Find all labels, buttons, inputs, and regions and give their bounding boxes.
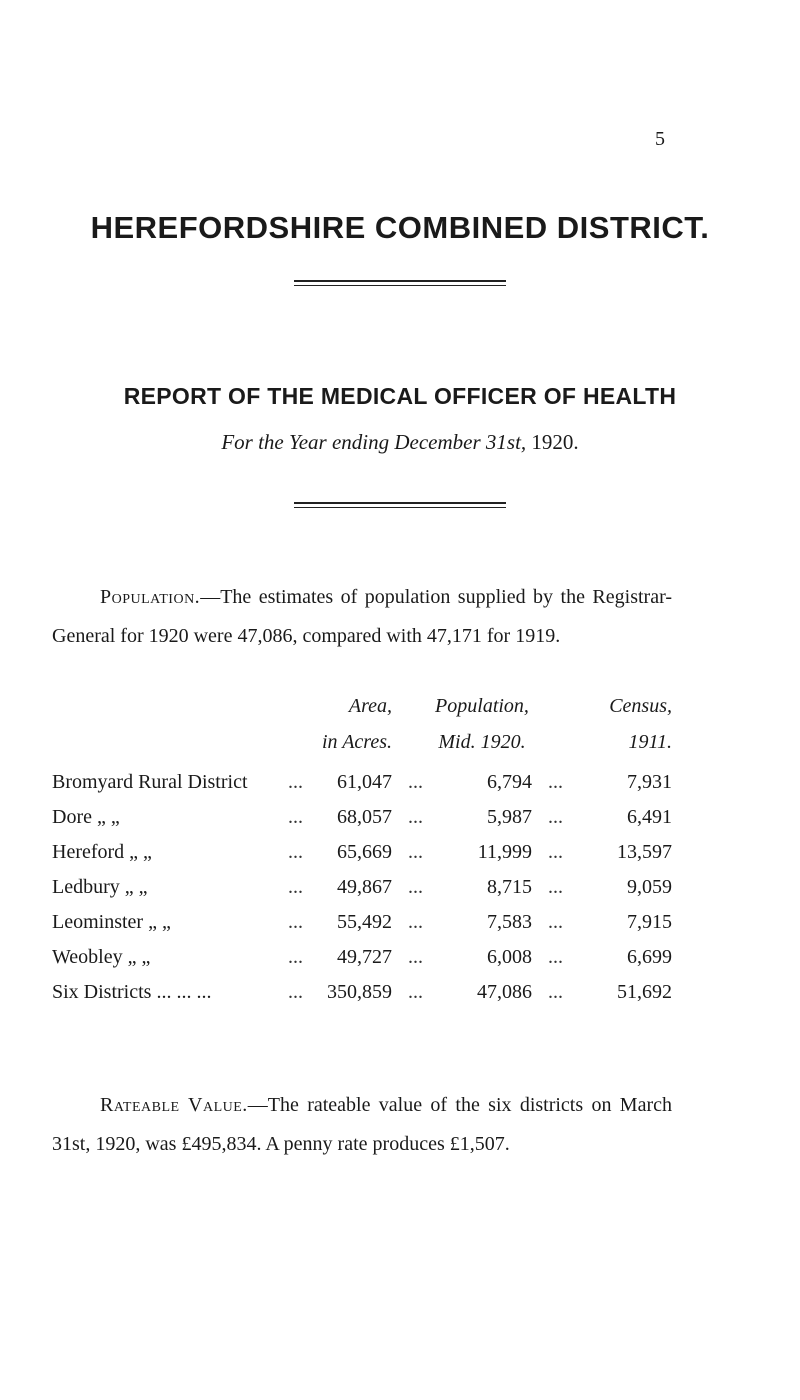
leader-dots: ... xyxy=(548,876,563,898)
page-number: 5 xyxy=(655,128,665,150)
leader-dots: ... xyxy=(548,981,563,1003)
area-value: 350,859 xyxy=(327,981,392,1003)
header-area: Area, xyxy=(348,695,392,717)
population-value: 8,715 xyxy=(487,876,532,898)
district-name: Ledbury „ „ xyxy=(52,876,148,898)
double-rule-bottom xyxy=(0,502,800,511)
leader-dots: ... xyxy=(408,911,423,933)
leader-dots: ... xyxy=(548,911,563,933)
population-value: 6,008 xyxy=(487,946,532,968)
table-row xyxy=(52,806,692,841)
leader-dots: ... xyxy=(408,841,423,863)
table-row xyxy=(52,841,692,876)
subheading-prefix: For the Year ending December xyxy=(221,430,481,454)
leader-dots: ... xyxy=(408,946,423,968)
district-name: Dore „ „ xyxy=(52,806,120,828)
census-value: 6,491 xyxy=(627,806,672,828)
rateable-lead: Rateable Value. xyxy=(100,1094,248,1116)
area-value: 65,669 xyxy=(337,841,392,863)
district-name: Six Districts ... ... ... xyxy=(52,981,212,1003)
district-name: Leominster „ „ xyxy=(52,911,171,933)
leader-dots: ... xyxy=(288,841,303,863)
table-row xyxy=(52,911,692,946)
population-value: 11,999 xyxy=(477,841,532,863)
census-value: 9,059 xyxy=(627,876,672,898)
leader-dots: ... xyxy=(288,981,303,1003)
census-value: 7,931 xyxy=(627,771,672,793)
header-census-year: 1911. xyxy=(628,731,672,753)
double-rule-top xyxy=(0,280,800,289)
leader-dots: ... xyxy=(408,806,423,828)
leader-dots: ... xyxy=(548,841,563,863)
table-row xyxy=(52,946,692,981)
population-value: 6,794 xyxy=(487,771,532,793)
area-value: 49,727 xyxy=(337,946,392,968)
population-lead: Population. xyxy=(100,586,201,608)
leader-dots: ... xyxy=(288,876,303,898)
census-value: 6,699 xyxy=(627,946,672,968)
table-row xyxy=(52,771,692,806)
table-header-row-1 xyxy=(52,695,692,731)
leader-dots: ... xyxy=(288,911,303,933)
report-heading: REPORT OF THE MEDICAL OFFICER OF HEALTH xyxy=(123,383,677,409)
rateable-text: —The rateable value of the six districts on March 31st, 1920, was £495,834. A penny rate produces £1,507. xyxy=(52,1094,672,1155)
area-value: 61,047 xyxy=(337,771,392,793)
header-population: Population, xyxy=(435,695,529,717)
leader-dots: ... xyxy=(288,771,303,793)
census-value: 51,692 xyxy=(617,981,672,1003)
district-name: Bromyard Rural District xyxy=(52,771,248,793)
table-row xyxy=(52,981,692,1016)
header-census: Census, xyxy=(609,695,672,717)
leader-dots: ... xyxy=(408,981,423,1003)
area-value: 49,867 xyxy=(337,876,392,898)
population-value: 7,583 xyxy=(487,911,532,933)
leader-dots: ... xyxy=(548,806,563,828)
leader-dots: ... xyxy=(288,946,303,968)
leader-dots: ... xyxy=(548,771,563,793)
leader-dots: ... xyxy=(288,806,303,828)
table-body xyxy=(52,771,692,1016)
census-value: 13,597 xyxy=(617,841,672,863)
district-name: Hereford „ „ xyxy=(52,841,152,863)
population-paragraph xyxy=(52,578,672,656)
header-population-date: Mid. 1920. xyxy=(438,731,526,753)
population-table xyxy=(52,695,692,1016)
leader-dots: ... xyxy=(548,946,563,968)
area-value: 68,057 xyxy=(337,806,392,828)
district-name: Weobley „ „ xyxy=(52,946,151,968)
document-title: HEREFORDSHIRE COMBINED DISTRICT. xyxy=(90,210,710,245)
table-header-row-2 xyxy=(52,731,692,767)
population-value: 47,086 xyxy=(477,981,532,1003)
area-value: 55,492 xyxy=(337,911,392,933)
table-row xyxy=(52,876,692,911)
census-value: 7,915 xyxy=(627,911,672,933)
leader-dots: ... xyxy=(408,771,423,793)
population-value: 5,987 xyxy=(487,806,532,828)
rateable-paragraph xyxy=(52,1086,672,1164)
header-area-unit: in Acres. xyxy=(322,731,392,753)
leader-dots: ... xyxy=(408,876,423,898)
subheading-day: 31st, xyxy=(485,430,527,454)
report-subheading xyxy=(0,430,800,455)
population-text: —The estimates of population supplied by the Registrar-General for 1920 were 47,086, compared with 47,171 for 1919. xyxy=(52,586,672,647)
subheading-year: 1920. xyxy=(531,430,579,454)
